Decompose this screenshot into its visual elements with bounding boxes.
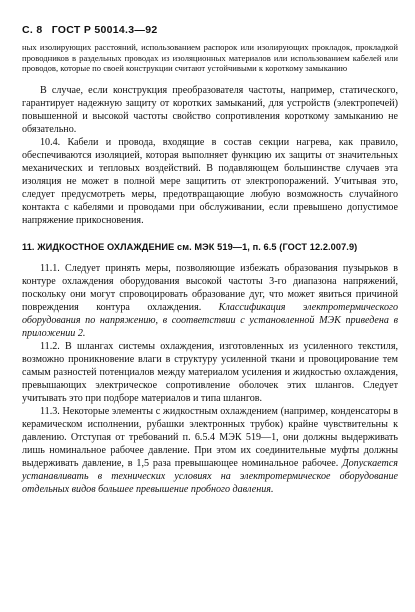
page-number: С. 8 — [22, 24, 43, 36]
section-heading-ref: (ГОСТ 12.2.007.9) — [279, 241, 358, 252]
continued-paragraph: ных изолирующих расстояний, использованием распорок или изолирующих прокладок, прокладкой проводников в раздельных проводах из изоляционных материалов или использованием кабелей или проводов, которые по своей конструкции считают устойчивыми к короткому замыканию — [22, 42, 398, 74]
paragraph-11-1-italic: Классификация электротермического оборудования по напряжению, в соответствии с установленной МЭК приведена в приложении 2. — [22, 301, 398, 339]
paragraph-11-1 — [22, 262, 398, 340]
paragraph-11-3-text: 11.3. Некоторые элементы с жидкостным охлаждением (например, конденсаторы в керамическом исполнении, рубашки электронных трубок) крайне чувствительны к давлению. Отступая от требований п. 6.5.4 МЭК 519—1, они должны выдерживать лишь номинальное рабочее давление. При этом их соединительные муфты должны выдерживать давление, в 1,5 раза превышающее номинальное рабочее. — [22, 405, 398, 469]
paragraph-11-3-italic: Допускается устанавливать в технических условиях на электротермическое оборудование отдельных видов большее превышение пробного давления. — [22, 457, 398, 495]
paragraph-10-4: 10.4. Кабели и провода, входящие в состав секции нагрева, как правило, обеспечиваются изоляцией, которая выполняет функцию их защиты от значительных механических и тепловых воздействий. В подавляющем большинстве случаев эта изоляция не может в полной мере защитить от электропоражений. Учитывая это, следует предусмотреть меры, предотвращающие любую возможность случайного контакта с кабелями и проводами при обслуживании, если превышено допустимое напряжение прикосновения. — [22, 136, 398, 226]
paragraph-11-2: 11.2. В шлангах системы охлаждения, изготовленных из усиленного текстиля, возможно проникновение влаги в структуру усиленной ткани и провоцирование тем самым разностей потенциалов между материалом усиления и жидкостью охлаждения, превышающих электрическое сопротивление оболочек этих шлангов. Следует учитывать это при подборе материалов и типа шлангов. — [22, 340, 398, 404]
page-header — [22, 24, 163, 36]
paragraph-11-3 — [22, 405, 398, 496]
paragraph-frequency-converter: В случае, если конструкция преобразователя частоты, например, статического, гарантирует надежную защиту от коротких замыканий, для устройств (электропечей) повышенной и высокой частоты свойство сопротивления короткому замыканию не обязательно. — [22, 84, 398, 135]
section-heading — [22, 241, 398, 254]
body-text — [22, 42, 398, 496]
paragraph-11-1-text: 11.1. Следует принять меры, позволяющие избежать образования пузырьков в контуре охлаждения оборудования высокой частоты 3-го диапазона напряжений, поскольку они могут спровоцировать образование дуг, что может явиться причиной повреждения контура охлаждения. — [22, 262, 398, 313]
standard-code: ГОСТ Р 50014.3—92 — [51, 24, 158, 36]
section-heading-text: 11. ЖИДКОСТНОЕ ОХЛАЖДЕНИЕ см. МЭК 519—1, п. 6.5 — [22, 241, 277, 252]
